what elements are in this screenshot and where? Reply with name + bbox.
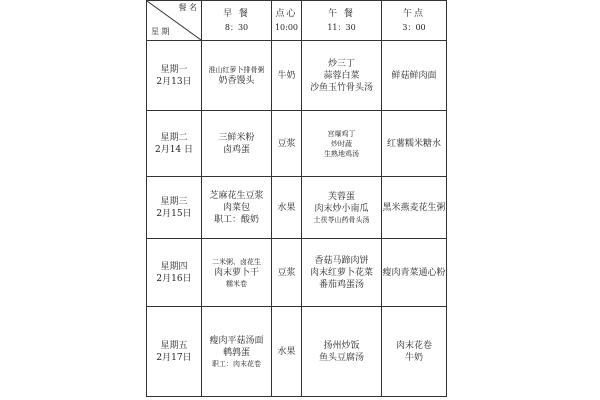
breakfast-cell [202,111,272,177]
table-row [147,111,447,177]
pm-snack-cell: 黑米燕麦花生粥 [382,177,447,239]
weekday: 星期五 [160,340,188,351]
lunch-title: 午 餐 [328,8,355,19]
breakfast-time: 8：30 [224,22,249,32]
day-cell [147,111,202,177]
weekday: 星期三 [160,196,188,207]
snack-cell: 豆浆 [272,111,302,177]
menu-item: 淮山红萝卜排骨粥 [208,65,265,74]
snack-pm-time: 3：00 [402,22,426,32]
menu-item: 肉末萝卜干 [213,267,259,278]
pm-snack-cell: 鲜菇鲜肉面 [382,41,447,111]
menu-item: 鹌鹑蛋 [222,347,250,358]
menu-item: 扬州炒饭 [323,340,360,351]
menu-item: 奶香馒头 [218,75,255,86]
lunch-cell [302,177,382,239]
snack-pm-title: 午点 [402,8,425,19]
weekday: 星期二 [160,132,188,143]
header-row [147,1,447,41]
day-cell [147,239,202,307]
menu-item: 宫爆鸡丁 [327,129,356,138]
menu-item: 糯米卷 [226,279,247,288]
menu-item: 二米粥、卤花生 [212,257,261,266]
lunch-header [302,1,382,41]
date: 2月16日 [156,273,192,284]
table-row [147,307,447,397]
weekday: 星期四 [160,261,188,272]
breakfast-cell [202,41,272,111]
breakfast-header [202,1,272,41]
menu-item: 肉菜包 [222,202,250,213]
breakfast-cell [202,307,272,397]
menu-item: 三鲜米粉 [218,132,255,143]
menu-item: 肉末炒小南瓜 [314,203,369,214]
day-cell [147,41,202,111]
menu-item: 卤鸡蛋 [222,144,250,155]
meal-name-label: 餐 名 [178,3,197,12]
menu-item: 炒时蔬 [331,139,352,148]
table-row [147,177,447,239]
day-cell [147,177,202,239]
breakfast-cell [202,239,272,307]
snack-cell: 水果 [272,177,302,239]
menu-item: 职工：肉末花卷 [212,359,261,368]
menu-item: 土茯苓山药骨头汤 [313,215,370,224]
lunch-cell [302,111,382,177]
lunch-cell [302,239,382,307]
table-row [147,41,447,111]
menu-item: 生熟地鸡汤 [324,149,359,158]
weekday-label: 星 期 [151,27,170,36]
menu-item: 蒜蓉白菜 [323,70,360,81]
snack-am-header [272,1,302,41]
pm-snack-cell [382,307,447,397]
breakfast-title: 早 餐 [223,8,250,19]
lunch-cell [302,307,382,397]
date: 2月14 日 [154,144,194,155]
breakfast-cell [202,177,272,239]
snack-am-time: 10:00 [274,22,299,32]
snack-cell: 牛奶 [272,41,302,111]
corner-header [147,1,202,41]
menu-item: 肉末红萝卜花菜 [309,267,373,278]
weekday: 星期一 [160,64,188,75]
date: 2月13日 [156,76,192,87]
snack-cell: 水果 [272,307,302,397]
menu-item: 香菇马蹄肉饼 [314,255,369,266]
menu-item: 番茄鸡蛋汤 [318,279,364,290]
lunch-cell [302,41,382,111]
date: 2月17日 [156,352,192,363]
menu-item: 职工：酸奶 [213,214,259,225]
table-row [147,239,447,307]
day-cell [147,307,202,397]
menu-item: 鱼头豆腐汤 [318,352,364,363]
pm-snack-cell: 红薯糯米糖水 [382,111,447,177]
snack-cell: 豆浆 [272,239,302,307]
menu-item: 芙蓉蛋 [327,191,355,202]
menu-item: 沙鱼玉竹骨头汤 [309,82,373,93]
pm-snack-cell: 瘦肉青菜通心粉 [382,239,447,307]
menu-item: 牛奶 [404,352,423,363]
menu-item: 瘦肉平菇汤面 [209,335,264,346]
snack-am-title: 点心 [275,8,298,19]
menu-item: 炒三丁 [327,58,355,69]
date: 2月15日 [156,208,192,219]
weekly-menu-table [146,0,447,397]
menu-item: 芝麻花生豆浆 [209,190,264,201]
menu-item: 肉末花卷 [395,340,432,351]
lunch-time: 11：30 [327,22,356,32]
snack-pm-header [382,1,447,41]
